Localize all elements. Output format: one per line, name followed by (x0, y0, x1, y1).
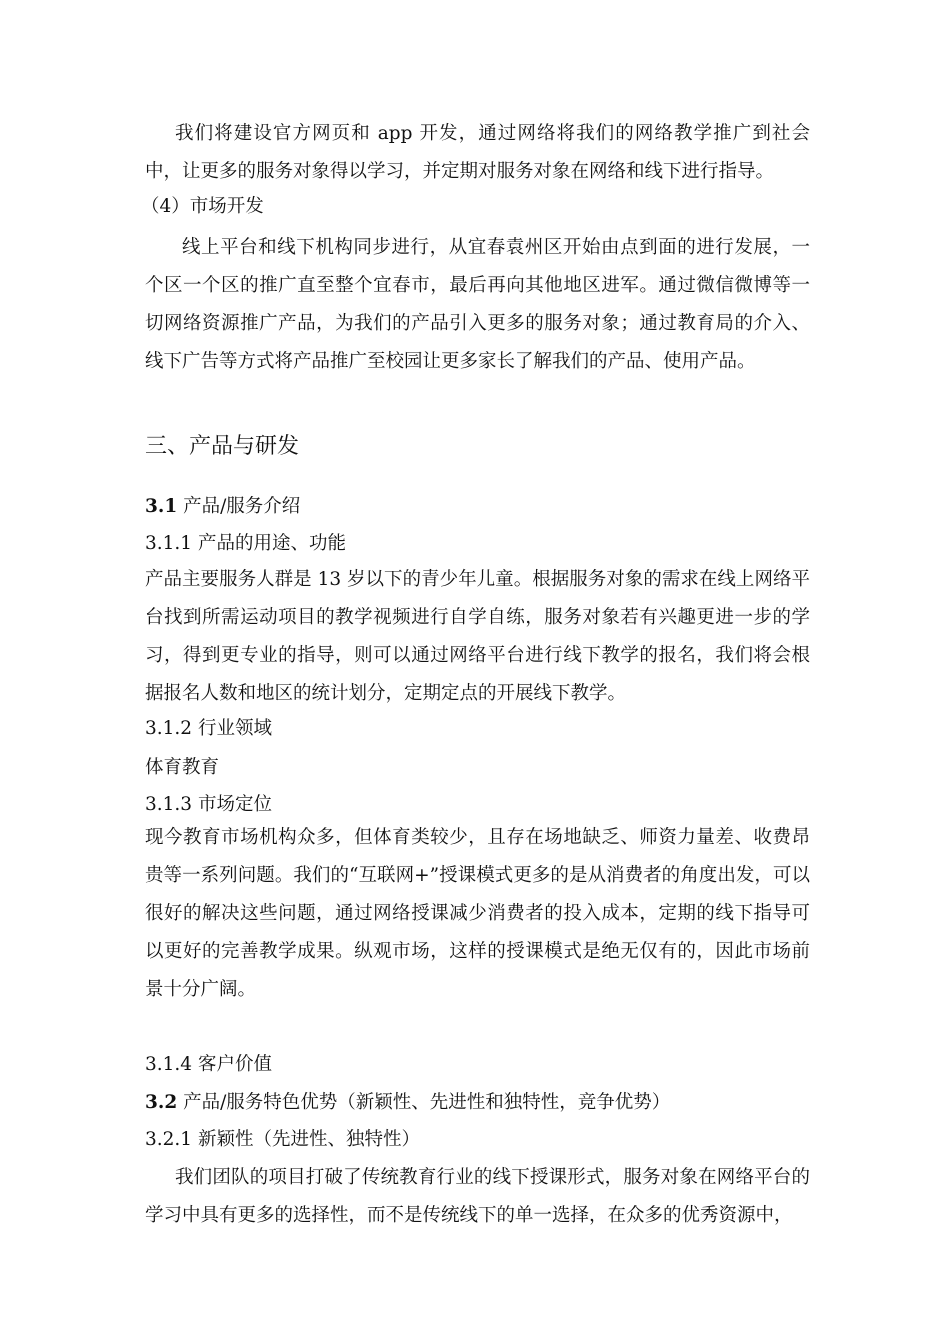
heading-text: 产品的用途、功能 (192, 533, 346, 554)
heading-market-development: （4）市场开发 (141, 196, 264, 217)
heading-3-1-4 (145, 1050, 810, 1080)
heading-number: 3.2 (145, 1092, 178, 1113)
heading-3-1-1 (145, 529, 810, 559)
heading-text: 产品/服务特色优势（新颖性、先进性和独特性，竞争优势） (177, 1092, 671, 1113)
paragraph-industry: 体育教育 (145, 757, 220, 778)
heading-text: 市场定位 (192, 794, 272, 815)
paragraph-market-positioning: 现今教育市场机构众多，但体育类较少，且存在场地缺乏、师资力量差、收费昂贵等一系列问题。我们的“互联网+”授课模式更多的是从消费者的角度出发，可以很好的解决这些问题，通过网络授课减少消费者的投入成本，定期的线下指导可以更好的完善教学成果。纵观市场，这样的授课模式是绝无仅有的，因此市场前景十分广阔。 (145, 827, 810, 1000)
heading-3-1 (145, 492, 810, 522)
heading-3-2-1 (145, 1125, 810, 1155)
paragraph-product-use: 产品主要服务人群是 13 岁以下的青少年儿童。根据服务对象的需求在线上网络平台找到所需运动项目的教学视频进行自学自练，服务对象若有兴趣更进一步的学习，得到更专业的指导，则可以通过网络平台进行线下教学的报名，我们将会根据报名人数和地区的统计划分，定期定点的开展线下教学。 (145, 569, 810, 704)
paragraph-novelty: 我们团队的项目打破了传统教育行业的线下授课形式，服务对象在网络平台的学习中具有更多的选择性，而不是传统线下的单一选择，在众多的优秀资源中， (145, 1167, 810, 1226)
heading-3-1-2 (145, 714, 810, 744)
heading-text: 产品/服务介绍 (177, 496, 301, 517)
heading-number: 3.2.1 (145, 1129, 193, 1150)
heading-number: 3.1 (145, 496, 178, 517)
heading-text: 行业领域 (192, 718, 272, 739)
heading-3-1-3 (145, 790, 810, 820)
paragraph-market-development: 线上平台和线下机构同步进行，从宜春袁州区开始由点到面的进行发展，一个区一个区的推广直至整个宜春市，最后再向其他地区进军。通过微信微博等一切网络资源推广产品，为我们的产品引入更多的服务对象；通过教育局的介入、线下广告等方式将产品推广至校园让更多家长了解我们的产品、使用产品。 (145, 237, 810, 372)
heading-number: 3.1.1 (145, 533, 193, 554)
section-title: 三、产品与研发 (145, 434, 300, 459)
paragraph-web-app: 我们将建设官方网页和 app 开发，通过网络将我们的网络教学推广到社会中，让更多的服务对象得以学习，并定期对服务对象在网络和线下进行指导。 (145, 123, 810, 182)
heading-text: 新颖性（先进性、独特性） (192, 1129, 420, 1150)
heading-3-2 (145, 1088, 810, 1118)
heading-number: 3.1.4 (145, 1054, 193, 1075)
heading-number: 3.1.3 (145, 794, 193, 815)
heading-text: 客户价值 (192, 1054, 272, 1075)
heading-number: 3.1.2 (145, 718, 193, 739)
